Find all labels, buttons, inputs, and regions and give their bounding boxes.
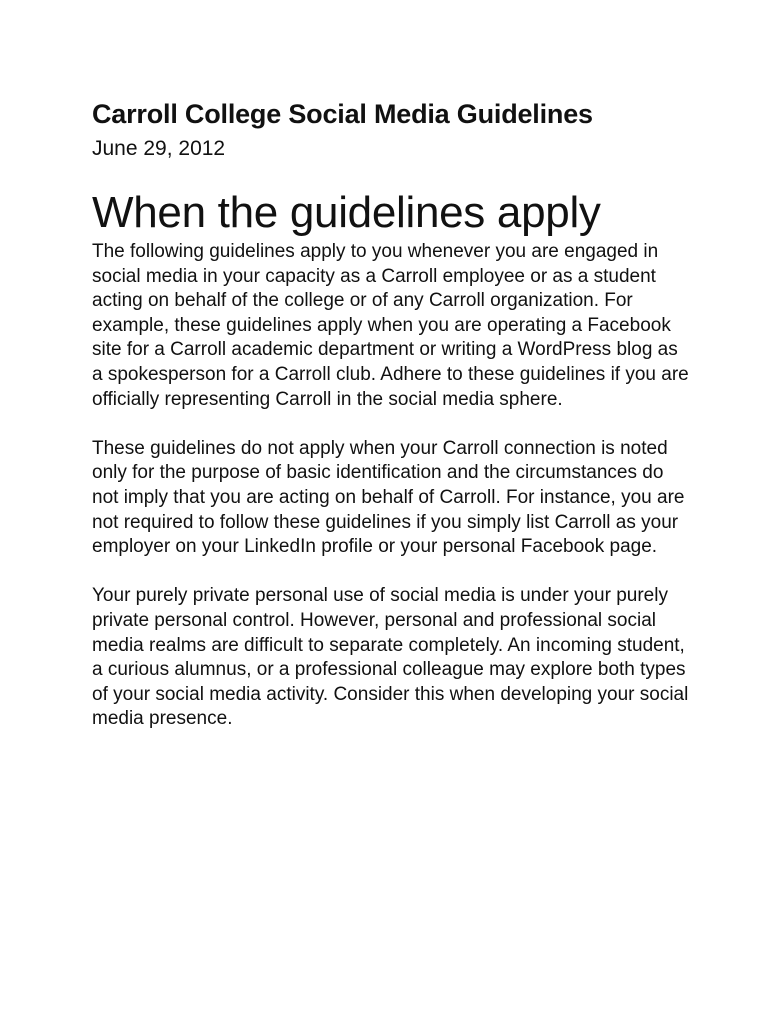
paragraph-when-apply: The following guidelines apply to you whenever you are engaged in social media in your capacity as a Carroll employee or as a student acting on behalf of the college or of any Carroll organization. For example, these guidelines apply when you are operating a Facebook site for a Carroll academic department or writing a WordPress blog as a spokesperson for a Carroll club. Adhere to these guidelines if you are officially representing Carroll in the social media sphere. xyxy=(92,241,689,410)
paragraph-private-use: Your purely private personal use of social media is under your purely private personal control. However, personal and professional social media realms are difficult to separate completely. An incoming student, a curious alumnus, or a professional colleague may explore both types of your social media activity. Consider this when developing your social media presence. xyxy=(92,585,689,730)
section-body xyxy=(92,240,700,732)
document-date: June 29, 2012 xyxy=(92,137,226,160)
paragraph-when-not-apply: These guidelines do not apply when your Carroll connection is noted only for the purpose of basic identification and the circumstances do not imply that you are acting on behalf of Carroll. For instance, you are not required to follow these guidelines if you simply list Carroll as your employer on your LinkedIn profile or your personal Facebook page. xyxy=(92,437,685,558)
section-heading: When the guidelines apply xyxy=(92,188,601,237)
document-title: Carroll College Social Media Guidelines xyxy=(92,99,593,129)
